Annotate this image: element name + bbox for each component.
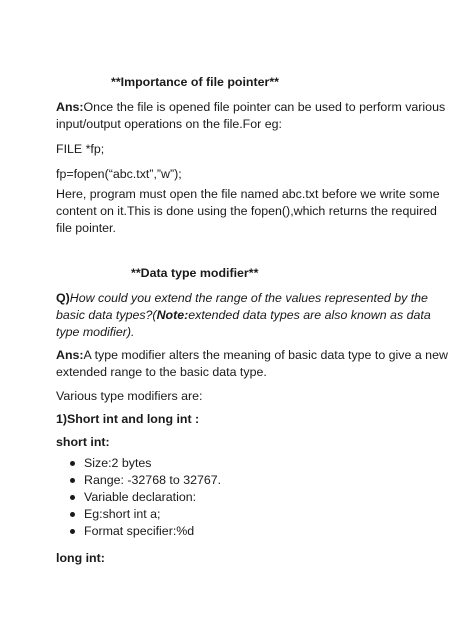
code-line: fp=fopen(“abc.txt”,”w”); bbox=[56, 167, 182, 181]
answer-text: A type modifier alters the meaning of basic data type to give a new bbox=[83, 348, 448, 362]
list-item: Size:2 bytes bbox=[84, 455, 221, 472]
list-item: Variable declaration: bbox=[84, 489, 221, 506]
subheading: 1)Short int and long int : bbox=[56, 412, 200, 426]
answer-paragraph-line bbox=[56, 347, 448, 364]
question-text: basic data types?( bbox=[56, 308, 157, 322]
question-line: type modifier). bbox=[56, 325, 135, 339]
list-item: Eg:short int a; bbox=[84, 506, 221, 523]
paragraph-line: Here, program must open the file named abc.txt before we write some bbox=[56, 187, 440, 201]
answer-text-line: input/output operations on the file.For eg: bbox=[56, 117, 282, 131]
list-item: Range: -32768 to 32767. bbox=[84, 473, 222, 487]
section-heading-data-type-modifier: **Data type modifier** bbox=[131, 266, 259, 280]
section-heading-file-pointer: **Importance of file pointer** bbox=[111, 75, 279, 89]
short-int-bullet-list bbox=[56, 455, 221, 540]
question-line bbox=[56, 307, 431, 324]
question-label: Q) bbox=[56, 291, 70, 305]
answer-label: Ans: bbox=[56, 348, 84, 362]
note-label: Note: bbox=[156, 308, 189, 322]
question-line bbox=[56, 290, 428, 307]
answer-paragraph-line bbox=[56, 99, 445, 116]
answer-label: Ans: bbox=[56, 100, 84, 114]
question-text: extended data types are also known as data bbox=[188, 308, 431, 322]
answer-text-line: extended range to the basic data type. bbox=[56, 365, 267, 379]
code-line: FILE *fp; bbox=[56, 142, 105, 156]
paragraph-line: file pointer. bbox=[56, 221, 116, 235]
question-text: How could you extend the range of the values represented by the bbox=[69, 291, 428, 305]
short-int-label: short int: bbox=[56, 435, 110, 449]
paragraph-line: Various type modifiers are: bbox=[56, 389, 203, 403]
long-int-label: long int: bbox=[56, 551, 105, 565]
list-item: Format specifier:%d bbox=[84, 523, 221, 540]
answer-text: Once the file is opened file pointer can be used to perform various bbox=[83, 100, 446, 114]
paragraph-line: content on it.This is done using the fopen(),which returns the required bbox=[56, 204, 437, 218]
